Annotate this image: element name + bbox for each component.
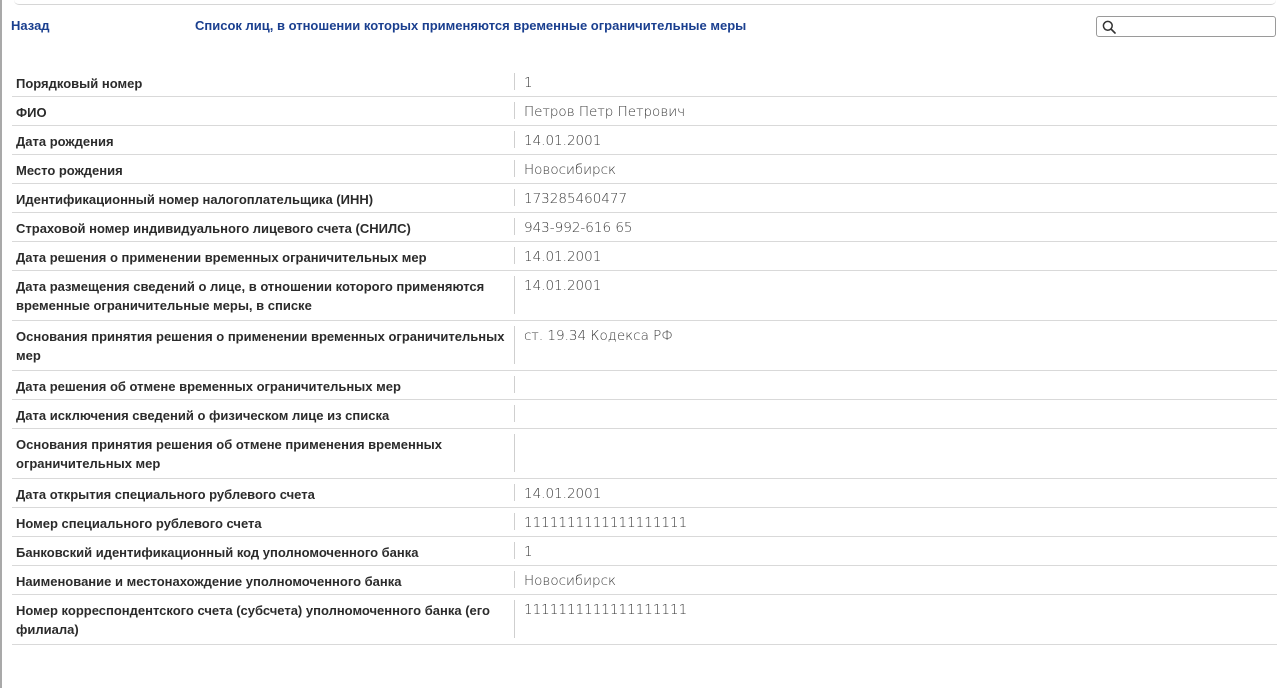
detail-row-correspondent-account	[12, 595, 1277, 645]
detail-row-account-open-date	[12, 479, 1277, 508]
detail-label: Дата рождения	[16, 134, 114, 149]
detail-row-exclusion-date	[12, 400, 1277, 429]
detail-row-inn	[12, 184, 1277, 213]
search-icon	[1102, 20, 1116, 34]
detail-value: 1111111111111111111	[524, 602, 688, 618]
detail-row-bank-name-location	[12, 566, 1277, 595]
detail-label: Основания принятия решения об отмене применения временных ограничительных мер	[16, 437, 443, 471]
detail-value: 1	[524, 75, 533, 91]
search-box[interactable]	[1096, 16, 1276, 37]
detail-label: Номер корреспондентского счета (субсчета) уполномоченного банка (его филиала)	[16, 603, 490, 637]
detail-row-cancellation-date	[12, 371, 1277, 400]
detail-row-bank-bic	[12, 537, 1277, 566]
detail-label: Дата исключения сведений о физическом лице из списка	[16, 408, 390, 423]
detail-value: 14.01.2001	[524, 486, 602, 502]
detail-value	[515, 400, 1277, 428]
page-title: Список лиц, в отношении которых применяются временные ограничительные меры	[195, 18, 747, 33]
detail-row-measures-decision-date	[12, 242, 1277, 271]
detail-value: 943-992-616 65	[524, 220, 633, 236]
detail-row-measures-grounds	[12, 321, 1277, 371]
detail-value	[515, 371, 1277, 399]
detail-label: Дата решения об отмене временных ограничительных мер	[16, 379, 401, 394]
detail-row-listing-date	[12, 271, 1277, 321]
detail-label: Страховой номер индивидуального лицевого счета (СНИЛС)	[16, 221, 411, 236]
detail-value: 14.01.2001	[524, 133, 602, 149]
detail-value: 1111111111111111111	[524, 515, 688, 531]
person-details-table	[12, 68, 1277, 645]
detail-label: Номер специального рублевого счета	[16, 516, 262, 531]
detail-label: Порядковый номер	[16, 76, 143, 91]
detail-value	[515, 429, 1277, 478]
detail-row-birth-date	[12, 126, 1277, 155]
detail-value: 14.01.2001	[524, 249, 602, 265]
detail-value: Новосибирск	[524, 162, 617, 178]
detail-row-serial-number	[12, 68, 1277, 97]
detail-row-account-number	[12, 508, 1277, 537]
detail-value: 173285460477	[524, 191, 628, 207]
detail-row-snils	[12, 213, 1277, 242]
detail-label: Основания принятия решения о применении временных ограничительных мер	[16, 329, 505, 363]
detail-row-full-name	[12, 97, 1277, 126]
detail-label: Банковский идентификационный код уполномоченного банка	[16, 545, 419, 560]
top-toolbar-edge	[14, 0, 1276, 5]
detail-value: ст. 19.34 Кодекса РФ	[524, 328, 673, 344]
back-link[interactable]: Назад	[11, 18, 50, 33]
detail-label: Место рождения	[16, 163, 123, 178]
detail-label: ФИО	[16, 105, 47, 120]
detail-row-birth-place	[12, 155, 1277, 184]
detail-value: Петров Петр Петрович	[524, 104, 686, 120]
detail-value: Новосибирск	[524, 573, 617, 589]
detail-label: Идентификационный номер налогоплательщика (ИНН)	[16, 192, 374, 207]
detail-value: 14.01.2001	[524, 278, 602, 294]
detail-label: Дата размещения сведений о лице, в отношении которого применяются временные ограничительные меры, в списке	[16, 279, 485, 313]
detail-row-cancellation-grounds	[12, 429, 1277, 479]
detail-label: Дата открытия специального рублевого счета	[16, 487, 315, 502]
detail-label: Дата решения о применении временных ограничительных мер	[16, 250, 427, 265]
detail-value: 1	[524, 544, 533, 560]
search-input[interactable]	[1116, 18, 1275, 35]
detail-label: Наименование и местонахождение уполномоченного банка	[16, 574, 402, 589]
